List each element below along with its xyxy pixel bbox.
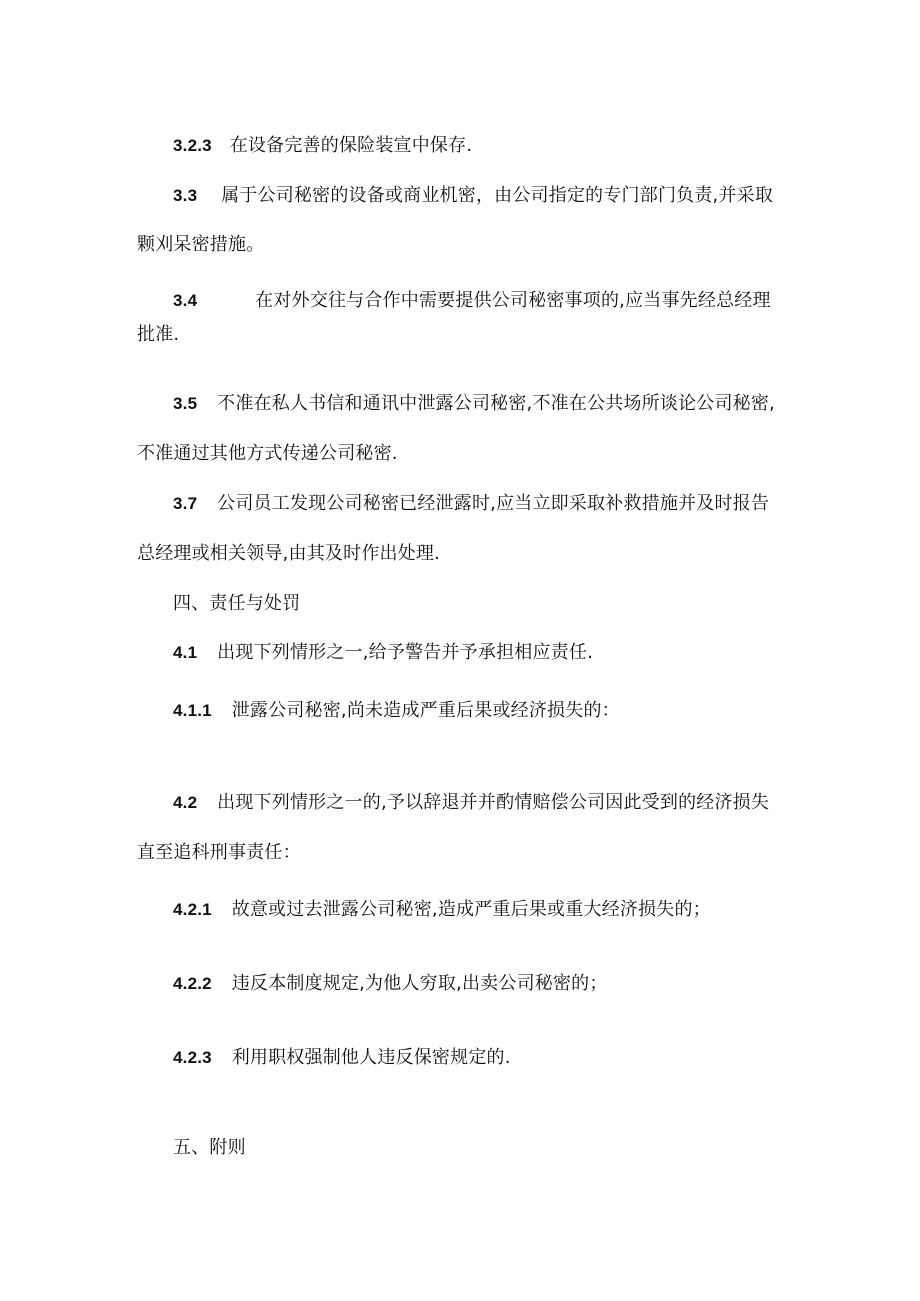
paragraph-4-1-1 [173,699,620,723]
clause-text: 公司员工发现公司秘密已经泄露时,应当立即采取补救措施并及时报告 [217,493,770,514]
clause-text: 颗刈呆密措施。 [137,234,265,255]
paragraph-3-5-continued [137,442,398,466]
section-heading-4 [173,592,300,616]
clause-text: 故意或过去泄露公司秘密,造成严重后果或重大经济损失的； [231,899,711,920]
clause-number: 4.2.1 [173,900,212,919]
paragraph-3-3-continued [137,233,264,257]
clause-text: 在对外交往与合作中需要提供公司秘密事项的,应当事先经总经理 [255,290,771,311]
paragraph-4-2 [173,791,769,815]
paragraph-3-4-continued [137,323,179,347]
clause-number: 4.1 [173,643,198,662]
paragraph-3-4 [173,289,771,313]
section-heading-5 [173,1136,246,1160]
paragraph-4-2-1 [173,898,711,922]
clause-text: 属于公司秘密的设备或商业机密，由公司指定的专门部门负责,并采取 [221,185,774,206]
section-heading: 四、责任与处罚 [173,593,301,614]
clause-text: 在设备完善的保险装宣中保存. [229,135,473,156]
clause-text: 不准通过其他方式传递公司秘密. [137,443,398,464]
paragraph-4-1 [173,641,593,665]
paragraph-3-3 [173,184,773,208]
clause-text: 违反本制度规定,为他人穷取,出卖公司秘密的； [231,973,608,994]
paragraph-4-2-3 [173,1046,511,1070]
section-heading: 五、附则 [173,1137,246,1158]
clause-number: 3.2.3 [173,136,212,155]
clause-text: 直至追科刑事责任： [137,842,301,863]
clause-text: 不准在私人书信和通讯中泄露公司秘密,不准在公共场所谈论公司秘密, [217,393,775,414]
paragraph-3-5 [173,392,775,416]
clause-text: 批准. [137,324,180,345]
clause-text: 出现下列情形之一的,予以辞退并并酌情赔偿公司因此受到的经济损失 [217,792,770,813]
clause-number: 4.2 [173,793,198,812]
clause-text: 总经理或相关领导,由其及时作出处理. [137,543,441,564]
clause-number: 4.2.2 [173,974,212,993]
clause-text: 出现下列情形之一,给予警告并予承担相应责任. [217,642,593,663]
clause-text: 泄露公司秘密,尚未造成严重后果或经济损失的： [231,700,620,721]
clause-number: 3.7 [173,494,198,513]
paragraph-4-2-continued [137,841,301,865]
clause-number: 3.5 [173,394,198,413]
clause-number: 3.3 [173,186,198,205]
paragraph-4-2-2 [173,972,608,996]
clause-number: 4.2.3 [173,1048,212,1067]
paragraph-3-7-continued [137,542,440,566]
paragraph-3-2-3 [173,134,472,158]
clause-number: 4.1.1 [173,701,212,720]
paragraph-3-7 [173,492,769,516]
clause-text: 利用职权强制他人违反保密规定的. [231,1047,511,1068]
clause-number: 3.4 [173,291,198,310]
